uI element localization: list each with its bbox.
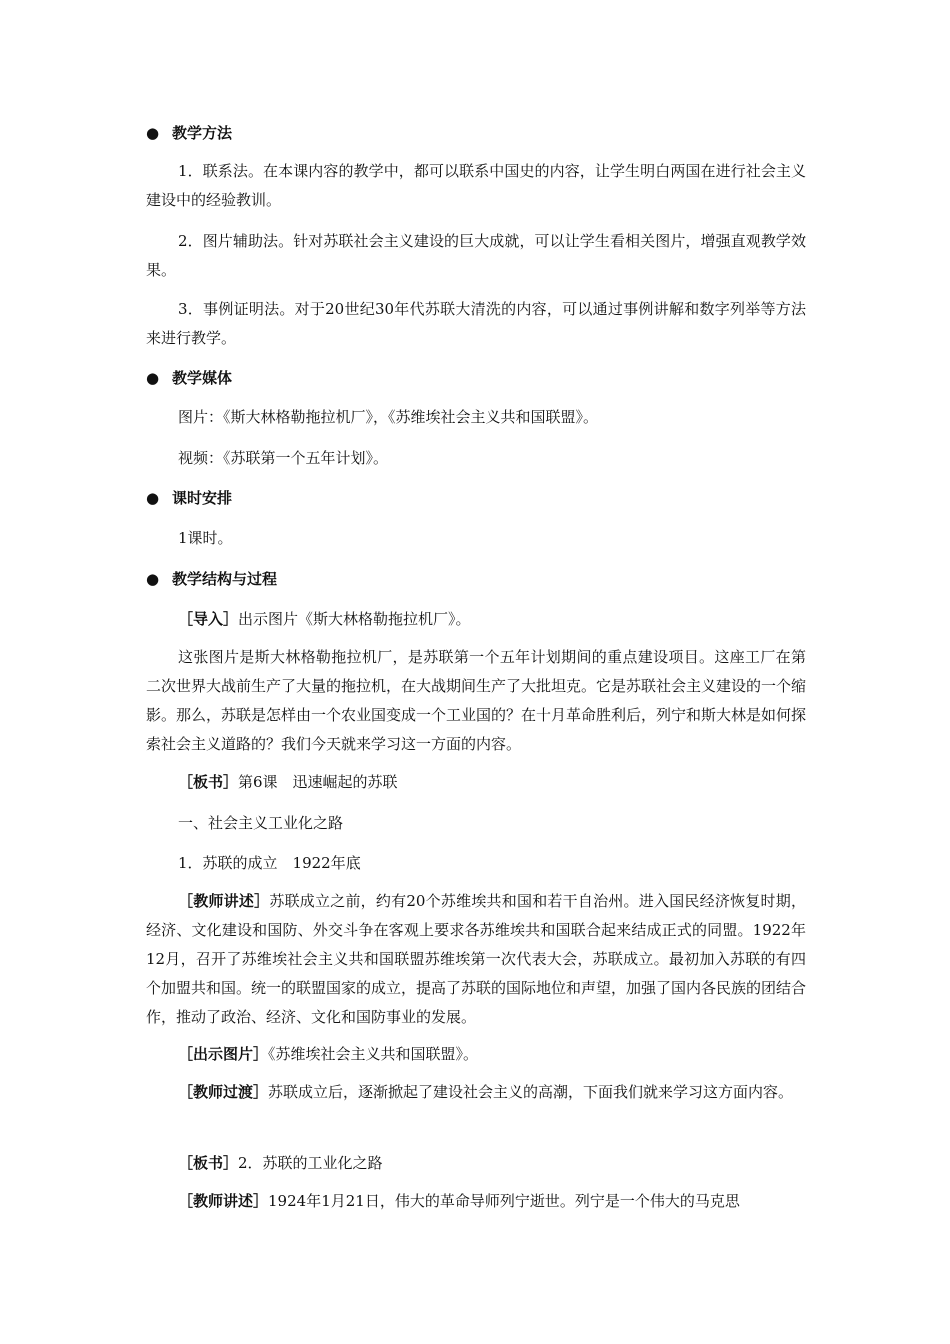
media-video: 视频：《苏联第一个五年计划》。 bbox=[178, 449, 389, 467]
bullet-icon: ● bbox=[146, 124, 160, 142]
section-title: 教学方法 bbox=[172, 124, 233, 142]
section-heading-process bbox=[146, 568, 277, 590]
bullet-icon: ● bbox=[146, 369, 160, 387]
section-heading-media bbox=[146, 367, 232, 389]
section-title: 教学媒体 bbox=[172, 369, 233, 387]
lecture-tag: ［教师讲述］ bbox=[178, 892, 270, 910]
show-picture-line bbox=[178, 1043, 478, 1065]
lecture-paragraph-1 bbox=[146, 887, 806, 1032]
board-line-1 bbox=[178, 771, 398, 793]
section-heading-schedule bbox=[146, 487, 232, 509]
bullet-icon: ● bbox=[146, 570, 160, 588]
board-tag: ［板书］ bbox=[178, 773, 239, 791]
lecture-text: 苏联成立之前，约有20个苏维埃共和国和若干自治州。进入国民经济恢复时期，经济、文化建设和国防、外交斗争在客观上要求各苏维埃共和国联合起来结成正式的同盟。1922年12月，召开了苏维埃社会主义共和国联盟苏维埃第一次代表大会，苏联成立。最初加入苏联的有四个加盟共和国。统一的联盟国家的成立，提高了苏联的国际地位和声望，加强了国内各民族的团结合作，推动了政治、经济、文化和国防事业的发展。 bbox=[146, 892, 807, 1026]
section-heading-methods bbox=[146, 122, 232, 144]
outline-line-1: 一、社会主义工业化之路 bbox=[178, 814, 344, 832]
board-text: 第6课 迅速崛起的苏联 bbox=[238, 773, 398, 791]
method-item-3: 3．事例证明法。对于20世纪30年代苏联大清洗的内容，可以通过事例讲解和数字列举等方法来进行教学。 bbox=[146, 300, 806, 347]
transition-paragraph bbox=[146, 1078, 806, 1107]
board-text: 2．苏联的工业化之路 bbox=[238, 1154, 383, 1172]
section-title: 教学结构与过程 bbox=[172, 570, 278, 588]
show-text: 《苏维埃社会主义共和国联盟》。 bbox=[268, 1045, 479, 1063]
method-item-2: 2．图片辅助法。针对苏联社会主义建设的巨大成就，可以让学生看相关图片，增强直观教学效果。 bbox=[146, 232, 806, 279]
bullet-icon: ● bbox=[146, 489, 160, 507]
intro-line bbox=[178, 608, 471, 630]
board-tag: ［板书］ bbox=[178, 1154, 239, 1172]
intro-paragraph: 这张图片是斯大林格勒拖拉机厂，是苏联第一个五年计划期间的重点建设项目。这座工厂在第二次世界大战前生产了大量的拖拉机，在大战期间生产了大批坦克。它是苏联社会主义建设的一个缩影。那么，苏联是怎样由一个农业国变成一个工业国的？在十月革命胜利后，列宁和斯大林是如何探索社会主义道路的？我们今天就来学习这一方面的内容。 bbox=[146, 648, 807, 753]
intro-text: 出示图片《斯大林格勒拖拉机厂》。 bbox=[238, 610, 471, 628]
section-title: 课时安排 bbox=[172, 489, 233, 507]
show-tag: ［出示图片］ bbox=[178, 1045, 269, 1063]
lecture-tag: ［教师讲述］ bbox=[178, 1192, 269, 1210]
outline-line-2: 1．苏联的成立 1922年底 bbox=[178, 854, 361, 872]
lecture-paragraph-2 bbox=[146, 1187, 806, 1216]
media-pictures: 图片：《斯大林格勒拖拉机厂》，《苏维埃社会主义共和国联盟》。 bbox=[178, 408, 599, 426]
method-item-1: 1．联系法。在本课内容的教学中，都可以联系中国史的内容，让学生明白两国在进行社会主义建设中的经验教训。 bbox=[146, 162, 806, 209]
transition-text: 苏联成立后，逐渐掀起了建设社会主义的高潮，下面我们就来学习这方面内容。 bbox=[268, 1083, 794, 1101]
board-line-2 bbox=[178, 1152, 383, 1174]
lecture-text: 1924年1月21日，伟大的革命导师列宁逝世。列宁是一个伟大的马克思 bbox=[268, 1192, 740, 1210]
intro-tag: ［导入］ bbox=[178, 610, 239, 628]
schedule-text: 1课时。 bbox=[178, 529, 233, 547]
transition-tag: ［教师过渡］ bbox=[178, 1083, 269, 1101]
